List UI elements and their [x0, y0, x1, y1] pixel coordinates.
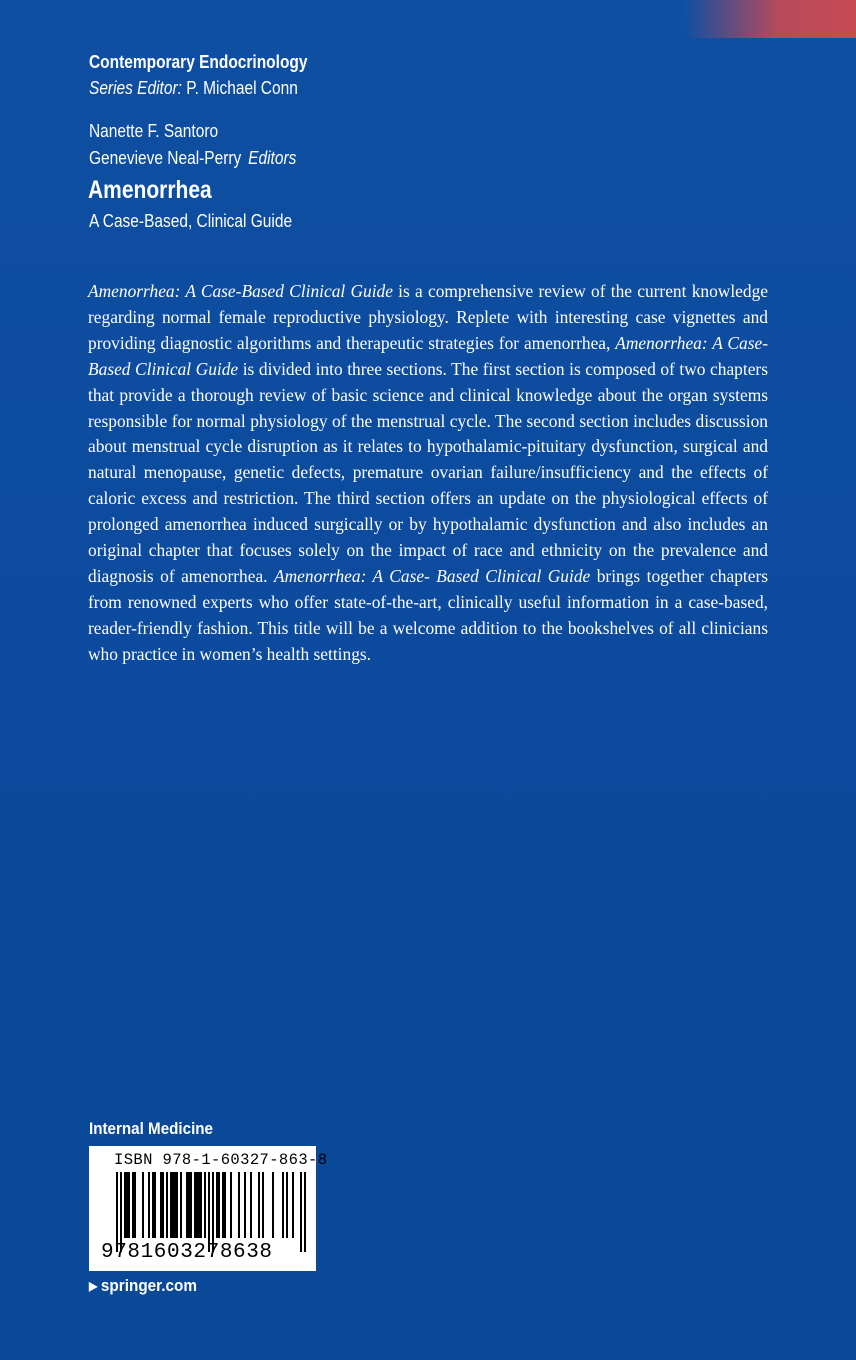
- blurb-text: is divided into three sections. The first section is composed of two chapters that provide a thorough review of basic science and clinical knowledge about the organ systems responsible for normal physiology of the menstrual cycle. The second section includes discussion about menstrual cycle disruption as it relates to hypothalamic-pituitary dysfunction, surgical and natural menopause, genetic defects, premature ovarian failure/insufficiency and the effects of caloric excess and restriction. The third section offers an update on the physiological effects of prolonged amenorrhea induced surgically or by hypothalamic dysfunction and also includes an original chapter that focuses solely on the impact of race and ethnicity on the prevalence and diagnosis of amenorrhea.: [88, 358, 768, 586]
- isbn-barcode: [89, 1146, 328, 1271]
- barcode-bar: [170, 1172, 172, 1238]
- series-editor-label: Series Editor:: [89, 78, 182, 98]
- barcode-bar: [190, 1172, 192, 1238]
- editor-name: Nanette F. Santoro: [89, 121, 219, 141]
- barcode-bar: [208, 1172, 210, 1252]
- barcode-bar: [124, 1172, 126, 1238]
- series-editor-name: P. Michael Conn: [186, 78, 298, 98]
- barcode-bar: [250, 1172, 252, 1238]
- barcode-bar: [152, 1172, 154, 1238]
- barcode-bar: [300, 1172, 302, 1252]
- editor-name: Genevieve Neal-Perry: [89, 148, 242, 168]
- barcode-bar: [132, 1172, 134, 1238]
- barcode-bar: [222, 1172, 224, 1238]
- barcode-bar: [224, 1172, 226, 1238]
- barcode-bar: [262, 1172, 264, 1238]
- barcode-bar: [282, 1172, 284, 1238]
- barcode-bar: [148, 1172, 150, 1238]
- book-title: Amenorrhea: [88, 176, 212, 204]
- barcode-bar: [174, 1172, 176, 1238]
- publisher-site: springer.com: [100, 1276, 197, 1295]
- barcode-bar: [142, 1172, 144, 1238]
- blurb-italic-title: Amenorrhea: A Case-Based Clinical Guide: [88, 281, 393, 301]
- barcode-bar: [238, 1172, 240, 1238]
- barcode-bar: [172, 1172, 174, 1238]
- barcode-bar: [196, 1172, 198, 1238]
- barcode-bar: [292, 1172, 294, 1238]
- barcode-bar: [154, 1172, 156, 1238]
- book-description: [88, 279, 768, 668]
- barcode-bar: [212, 1172, 214, 1252]
- barcode-bar: [198, 1172, 200, 1238]
- blurb-italic-title: Amenorrhea: A Case- Based Clinical Guide: [273, 565, 591, 586]
- corner-accent-stripe: [684, 0, 856, 38]
- barcode-bar: [272, 1172, 274, 1238]
- series-info: [89, 49, 307, 101]
- barcode-bar: [166, 1172, 168, 1238]
- barcode-bar: [204, 1172, 206, 1238]
- blurb-text: brings together chapters from renowned experts who offer state-of-the-art, clinically useful information in a case-based, reader-friendly fashion. This title will be a welcome addition to the bookshelves of all clinicians who practice in women’s health settings.: [88, 565, 768, 664]
- barcode-bar: [126, 1172, 128, 1238]
- barcode-bar: [216, 1172, 218, 1238]
- book-subtitle: A Case-Based, Clinical Guide: [89, 211, 293, 231]
- barcode-bar: [134, 1172, 136, 1238]
- barcode-bar: [244, 1172, 246, 1238]
- barcode-bar: [200, 1172, 202, 1238]
- publisher-link[interactable]: [89, 1274, 197, 1298]
- barcode-bar: [176, 1172, 178, 1238]
- barcode-bar: [194, 1172, 196, 1238]
- blurb-text: is a comprehensive review of the current knowledge regarding normal female reproductive physiology. Replete with interesting case vignettes and providing diagnostic algorithms and therapeutic strategies for amenorrhea,: [88, 281, 768, 353]
- barcode-bar: [162, 1172, 164, 1238]
- subject-category: Internal Medicine: [89, 1120, 213, 1138]
- barcode-bar: [188, 1172, 190, 1238]
- barcode-bar: [230, 1172, 232, 1238]
- barcode-bar: [160, 1172, 162, 1238]
- series-title: Contemporary Endocrinology: [89, 52, 308, 72]
- barcode-bar: [116, 1172, 118, 1252]
- barcode-bar: [186, 1172, 188, 1238]
- barcode-bar: [128, 1172, 130, 1238]
- book-editors: [89, 118, 296, 172]
- barcode-bar: [286, 1172, 288, 1238]
- barcode-bar: [120, 1172, 122, 1252]
- series-editor: [89, 75, 307, 101]
- barcode-bar: [258, 1172, 260, 1238]
- barcode-bar: [180, 1172, 182, 1238]
- barcode-bar: [304, 1172, 306, 1252]
- editors-label: Editors: [248, 148, 297, 168]
- barcode-bar: [218, 1172, 220, 1238]
- triangle-right-icon: ▶: [89, 1279, 98, 1293]
- barcode-digits: 9781603278638: [101, 1241, 273, 1264]
- isbn-label: ISBN 978-1-60327-863-8: [114, 1151, 328, 1169]
- blurb-italic-title: Amenorrhea: A Case-Based Clinical Guide: [88, 332, 768, 379]
